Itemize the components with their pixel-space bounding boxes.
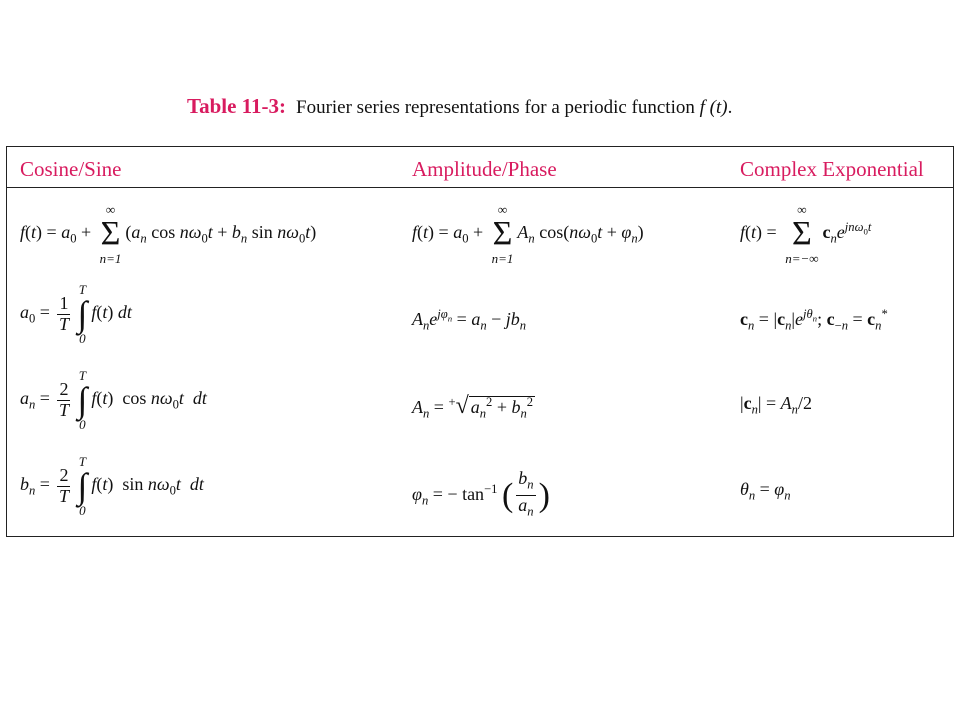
header-complex-exponential: Complex Exponential [740, 157, 924, 181]
header-cosine-sine: Cosine/Sine [20, 157, 122, 181]
row2-cosine-sine: $a_0$ = $\frac{1}{T}$ T ∫ 0 f(t) dt [20, 282, 132, 346]
row2-complex-exponential: $c_n = |c_n|e^{j\theta_n}$; $c_{-n} = c_n^*$ [740, 307, 888, 333]
row4-complex-exponential: $\theta_n = \varphi_n$ [740, 479, 791, 503]
fourier-table [6, 146, 954, 537]
caption-text: Fourier series representations for a periodic function [296, 97, 695, 118]
row1-cosine-sine: $f(t) = a_0$ + ∞ Σ n=1 ($a_n$ $\cos n\omega_0t + b_n$ $\sin n\omega_0t$) [20, 202, 317, 266]
caption-period: . [727, 97, 733, 118]
row3-complex-exponential: $|c_n| = A_n/2$ [740, 393, 812, 417]
row4-amplitude-phase: $\varphi_n$ = − $\tan^{-1}$ ( $\frac{b_n}{a_n}$ ) [412, 468, 550, 519]
row4-cosine-sine: $b_n$ = $\frac{2}{T}$ T ∫ 0 f(t) $\sin n\omega_0t$ dt [20, 454, 204, 518]
caption-function: f (t) [699, 97, 728, 118]
table-label: Table 11-3: [187, 94, 286, 118]
table-caption [187, 94, 732, 119]
header-amplitude-phase: Amplitude/Phase [412, 157, 557, 181]
row1-amplitude-phase: $f(t) = a_0$ + ∞ Σ n=1 $A_n$ $\cos(n\omega_0t + \varphi_n)$ [412, 202, 644, 266]
row2-amplitude-phase: $A_ne^{j\varphi_n} = a_n - jb_n$ [412, 307, 527, 333]
header-divider [7, 187, 953, 188]
row3-cosine-sine: $a_n$ = $\frac{2}{T}$ T ∫ 0 f(t) $\cos n\omega_0t$ dt [20, 368, 207, 432]
row1-complex-exponential: f(t) = ∞ Σ n=−∞ $c_ne^{jn\omega_0t}$ [740, 202, 872, 266]
row3-amplitude-phase: $A_n = ^+√$ $a_n^2 + b_n^2$ [412, 393, 534, 421]
